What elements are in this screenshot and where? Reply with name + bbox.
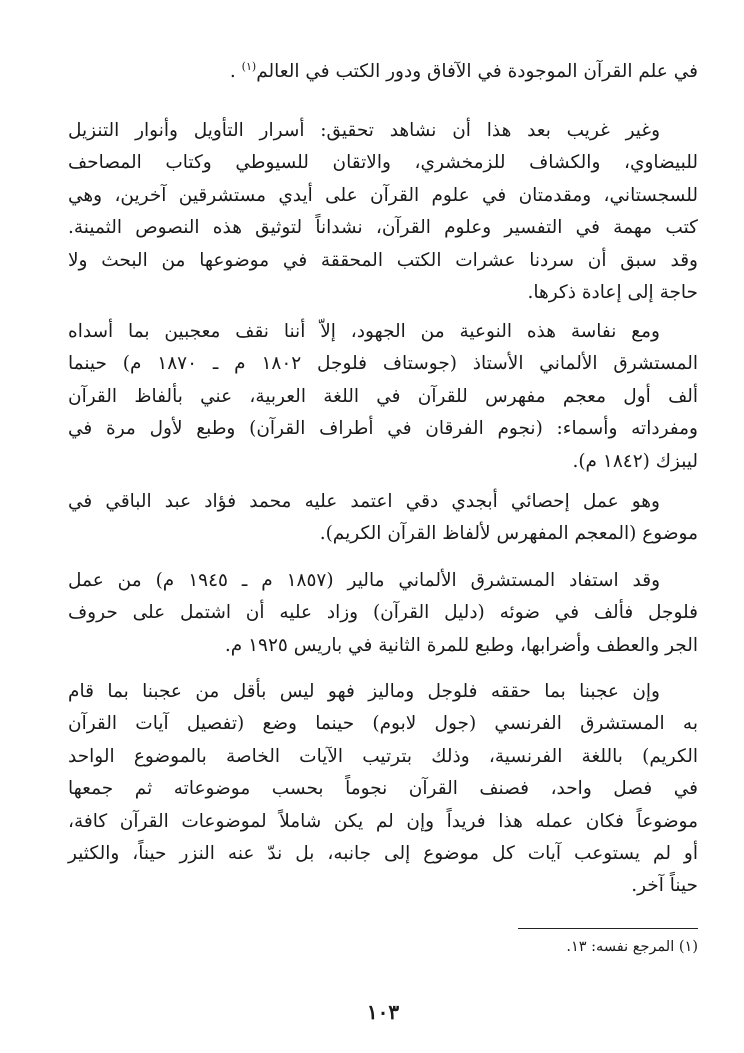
paragraph-line: ألف أول معجم مفهرس للقرآن في اللغة العربية، عني بألفاظ القرآن (68, 385, 698, 407)
paragraph-line: للسجستاني، ومقدمتان في علوم القرآن على أيدي مستشرقين آخرين، وهي (68, 184, 698, 206)
paragraph (68, 676, 698, 903)
footnote-number: (١) (678, 939, 698, 955)
book-page (68, 48, 698, 1048)
paragraph-line: للبيضاوي، والكشاف للزمخشري، والاتقان للسيوطي وكتاب المصاحف (68, 152, 698, 174)
paragraph-line: وغير غريب بعد هذا أن نشاهد تحقيق: أسرار التأويل وأنوار التنزيل (68, 120, 660, 141)
paragraph-line: الجر والعطف وأضرابها، وطبع للمرة الثانية في باريس ١٩٢٥ م. (224, 634, 698, 656)
paragraph-line: ومفرداته وأسماء: (نجوم الفرقان في أطراف القرآن) وطبع لأول مرة في (68, 418, 698, 440)
paragraph-line: به المستشرق الفرنسي (جول لابوم) حينما وضع (تفصيل آيات القرآن (68, 713, 698, 735)
paragraph-line: في فصل واحد، فصنف القرآن نجوماً بحسب موضوعاته ثم جمعها (68, 778, 698, 800)
paragraph-line: في علم القرآن الموجودة في الآفاق ودور الكتب في العالم (256, 61, 698, 82)
paragraph (68, 316, 698, 478)
line-tail: . (229, 61, 236, 82)
paragraph-line: كتب مهمة في التفسير وعلوم القرآن، نشداناً لتوثيق هذه النصوص الثمينة. (68, 217, 698, 239)
paragraph-line: ليبزك (١٨٤٢ م). (572, 450, 698, 472)
paragraph-line: ومع نفاسة هذه النوعية من الجهود، إلاّ أننا نقف معجبين بما أسداه (68, 321, 660, 342)
footnote-reference[interactable]: (١) (241, 59, 257, 73)
page-number: ١٠٣ (366, 1000, 400, 1024)
paragraph-line: أو لم يستوعب آيات كل موضوع إلى جانبه، بل ندّ عنه النزر حيناً، والكثير (68, 843, 698, 865)
footnote (566, 936, 698, 958)
paragraph-line: وقد استفاد المستشرق الألماني مالير (١٨٥٧ م ـ ١٩٤٥ م) من عمل (68, 570, 660, 591)
paragraph-continuation (68, 56, 698, 88)
paragraph-line: وهو عمل إحصائي أبجدي دقي اعتمد عليه محمد فؤاد عبد الباقي في (68, 491, 660, 512)
paragraph-line: المستشرق الألماني الأستاذ (جوستاف فلوجل ١٨٠٢ م ـ ١٨٧٠ م) حينما (68, 353, 698, 375)
paragraph-line: وقد سبق أن سردنا عشرات الكتب المحققة في موضوعها من البحث ولا (68, 249, 698, 271)
paragraph-line: موضوع (المعجم المفهرس لألفاظ القرآن الكريم). (319, 523, 698, 545)
paragraph-line: الكريم) باللغة الفرنسية، وذلك بترتيب الآيات الخاصة بالموضوع الواحد (68, 745, 698, 767)
paragraph-line: حاجة إلى إعادة ذكرها. (527, 282, 698, 304)
footnote-text: المرجع نفسه: ١٣. (566, 939, 675, 955)
paragraph-line: وإن عجبنا بما حققه فلوجل وماليز فهو ليس بأقل من عجبنا بما قام (68, 681, 660, 702)
paragraph-line: فلوجل فألف في ضوئه (دليل القرآن) وزاد عليه أن اشتمل على حروف (68, 602, 698, 624)
paragraph (68, 115, 698, 309)
paragraph-line: موضوعاً فكان عمله هذا فريداً وإن لم يكن شاملاً لموضوعات القرآن كافة، (68, 810, 698, 832)
paragraph-line: حيناً آخر. (631, 875, 698, 897)
paragraph (68, 565, 698, 662)
paragraph (68, 486, 698, 551)
footnote-divider (518, 928, 698, 929)
